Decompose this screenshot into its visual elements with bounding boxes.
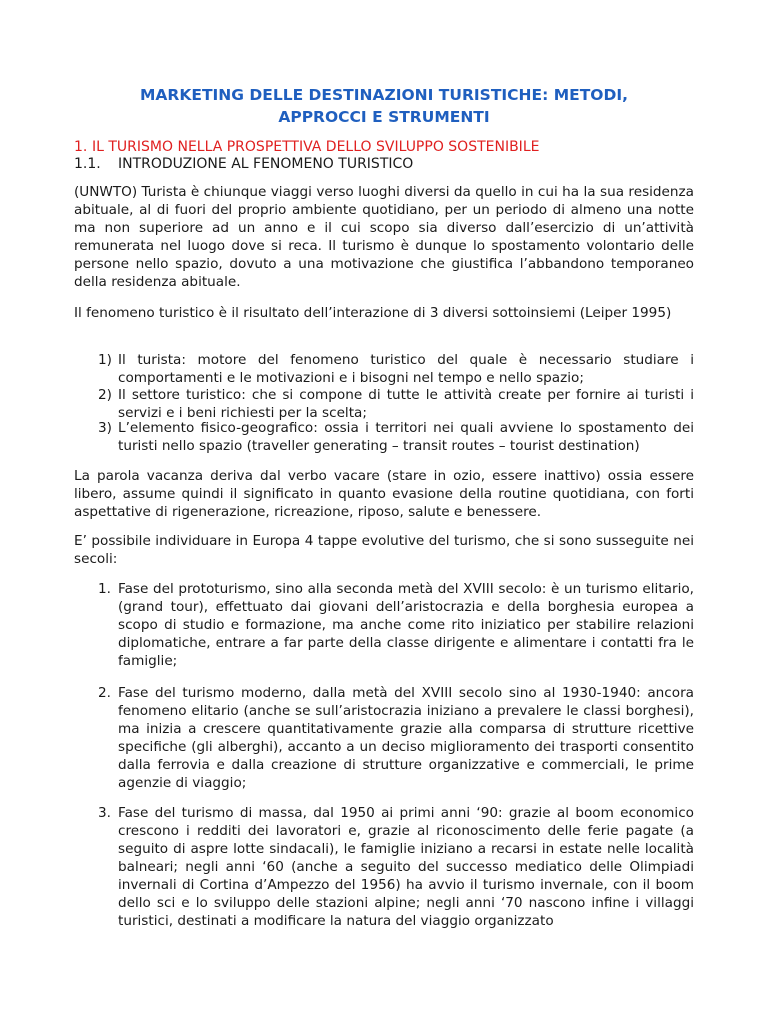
list-item: [98, 419, 694, 455]
paragraph-vacanza: La parola vacanza deriva dal verbo vacare (stare in ozio, essere inattivo) ossia essere libero, assume quindi il significato in quanto evasione della routine quotidiana, con forti aspettative di rigenerazione, ricreazione, riposo, salute e benessere.: [74, 468, 694, 520]
title-line-2: APPROCCI E STRUMENTI: [278, 108, 490, 126]
list-text: Fase del turismo di massa, dal 1950 ai primi anni ‘90: grazie al boom economico crescono i redditi dei lavoratori e, grazie al riconoscimento delle ferie pagate (a seguito di aspre lotte sindacali), le famiglie iniziano a recarsi in estate nelle località balneari; negli anni ‘60 (anche a seguito del successo mediatico delle Olimpiadi invernali di Cortina d’Ampezzo del 1956) ha avvio il turismo invernale, con il boom dello sci e lo sviluppo delle stazioni alpine; negli anni ‘70 nascono infine i villaggi turistici, destinati a modificare la natura del viaggio organizzato: [118, 805, 694, 929]
list-marker: 2): [98, 387, 112, 403]
section-number: 1.: [74, 139, 88, 155]
section-heading: [74, 138, 539, 156]
list-text: L’elemento fisico-geografico: ossia i territori nei quali avviene lo spostamento dei turisti nello spazio (traveller generating – transit routes – tourist destination): [118, 420, 694, 454]
list-item: [98, 351, 694, 387]
list-item: [98, 580, 694, 670]
list-text: Fase del turismo moderno, dalla metà del XVIII secolo sino al 1930-1940: ancora fenomeno elitario (anche se sull’aristocrazia iniziano a prevalere le classi borghesi), ma inizia a crescere quantitativamente grazie alla comparsa di strutture ricettive specifiche (gli alberghi), accanto a un deciso miglioramento dei trasporti consentito dalla ferrovia e dalla creazione di strutture organizzative e commerciali, le prime agenzie di viaggio;: [118, 685, 694, 791]
list-marker: 1): [98, 352, 112, 368]
list-item: [98, 684, 694, 792]
list-item: [98, 386, 694, 422]
section-label: IL TURISMO NELLA PROSPETTIVA DELLO SVILUPPO SOSTENIBILE: [92, 139, 540, 155]
list-marker: 3.: [98, 805, 111, 821]
paragraph-unwto: (UNWTO) Turista è chiunque viaggi verso luoghi diversi da quello in cui ha la sua residenza abituale, al di fuori del proprio ambiente quotidiano, per un periodo di almeno una notte ma non superiore ad un anno e il cui scopo sia diverso dall’esercizio di un’attività remunerata nel luogo dove si reca. Il turismo è dunque lo spostamento volontario delle persone nello spazio, dovuto a una motivazione che giustifica l’abbandono temporaneo della residenza abituale.: [74, 184, 694, 290]
list-text: Il turista: motore del fenomeno turistico del quale è necessario studiare i comportamenti e le motivazioni e i bisogni nel tempo e nello spazio;: [118, 352, 694, 386]
subsection-label: INTRODUZIONE AL FENOMENO TURISTICO: [118, 156, 414, 172]
paragraph-leiper: Il fenomeno turistico è il risultato dell’interazione di 3 diversi sottoinsiemi (Leiper 1995): [74, 305, 672, 321]
list-item: [98, 804, 694, 930]
list-text: Il settore turistico: che si compone di tutte le attività create per fornire ai turisti i servizi e i beni richiesti per la scelta;: [118, 387, 694, 421]
list-marker: 1.: [98, 581, 111, 597]
list-text: Fase del prototurismo, sino alla seconda metà del XVIII secolo: è un turismo elitario, (grand tour), effettuato dai giovani dell’aristocrazia e della borghesia europea a scopo di studio e formazione, ma anche come rito iniziatico per stabilire relazioni diplomatiche, entrare a far parte della classe dirigente e alimentare i contatti fra le famiglie;: [118, 581, 694, 669]
document-title: [74, 84, 694, 128]
paragraph-tappe: E’ possibile individuare in Europa 4 tappe evolutive del turismo, che si sono susseguite nei secoli:: [74, 533, 694, 567]
subsection-heading: [74, 155, 413, 173]
list-marker: 3): [98, 420, 112, 436]
subsection-number: 1.1.: [74, 156, 101, 172]
list-marker: 2.: [98, 685, 111, 701]
title-line-1: MARKETING DELLE DESTINAZIONI TURISTICHE: METODI,: [139, 86, 628, 104]
